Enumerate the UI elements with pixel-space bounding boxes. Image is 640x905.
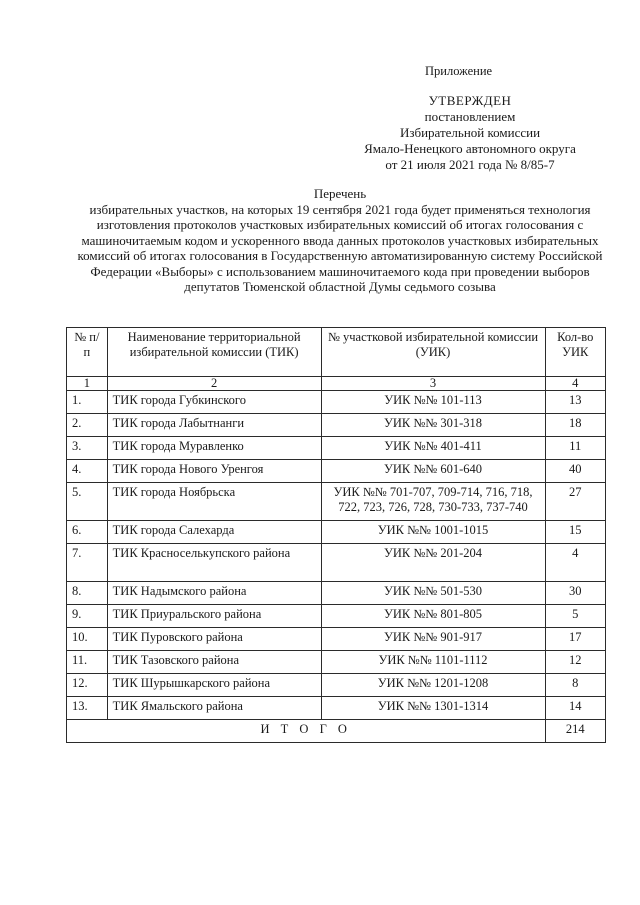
table-row (67, 582, 606, 605)
row-count: 40 (545, 460, 606, 483)
table-header-row (67, 328, 606, 377)
row-num: 6. (67, 521, 108, 544)
index-cell: 1 (67, 377, 108, 391)
row-uik: УИК №№ 701-707, 709-714, 716, 718, 722, 723, 726, 728, 730-733, 737-740 (321, 483, 545, 521)
row-tik: ТИК города Губкинского (107, 391, 321, 414)
table-row (67, 391, 606, 414)
row-num: 7. (67, 544, 108, 582)
header-tik: Наименование территориальной избирательной комиссии (ТИК) (107, 328, 321, 377)
row-tik: ТИК Надымского района (107, 582, 321, 605)
approval-line-4: от 21 июля 2021 года № 8/85-7 (385, 157, 555, 172)
approval-word: УТВЕРЖДЕН (428, 93, 512, 108)
row-count: 11 (545, 437, 606, 460)
row-uik: УИК №№ 301-318 (321, 414, 545, 437)
row-uik: УИК №№ 901-917 (321, 628, 545, 651)
row-count: 30 (545, 582, 606, 605)
row-count: 18 (545, 414, 606, 437)
row-num: 13. (67, 697, 108, 720)
row-num: 11. (67, 651, 108, 674)
table-index-row (67, 377, 606, 391)
row-count: 17 (545, 628, 606, 651)
row-num: 3. (67, 437, 108, 460)
row-tik: ТИК города Ноябрьска (107, 483, 321, 521)
row-tik: ТИК Шурышкарского района (107, 674, 321, 697)
row-tik: ТИК Красноселькупского района (107, 544, 321, 582)
table-row (67, 483, 606, 521)
total-value: 214 (545, 720, 606, 743)
header-num: № п/п (67, 328, 108, 377)
total-label: И Т О Г О (67, 720, 546, 743)
row-uik: УИК №№ 201-204 (321, 544, 545, 582)
table-row (67, 605, 606, 628)
row-tik: ТИК города Нового Уренгоя (107, 460, 321, 483)
approval-line-3: Ямало-Ненецкого автономного округа (364, 141, 576, 156)
table-row (67, 521, 606, 544)
row-tik: ТИК Ямальского района (107, 697, 321, 720)
approval-line-2: Избирательной комиссии (399, 125, 541, 140)
row-tik: ТИК Тазовского района (107, 651, 321, 674)
row-num: 8. (67, 582, 108, 605)
row-count: 13 (545, 391, 606, 414)
row-uik: УИК №№ 1001-1015 (321, 521, 545, 544)
row-tik: ТИК Пуровского района (107, 628, 321, 651)
row-tik: ТИК города Лабытнанги (107, 414, 321, 437)
row-uik: УИК №№ 601-640 (321, 460, 545, 483)
row-count: 14 (545, 697, 606, 720)
row-count: 15 (545, 521, 606, 544)
header-uik: № участковой избирательной комиссии (УИК) (321, 328, 545, 377)
row-count: 5 (545, 605, 606, 628)
row-count: 27 (545, 483, 606, 521)
table-row (67, 437, 606, 460)
uik-table (66, 327, 606, 743)
row-num: 1. (67, 391, 108, 414)
document-title (70, 186, 610, 295)
appendix-label: Приложение (425, 64, 493, 78)
row-uik: УИК №№ 1201-1208 (321, 674, 545, 697)
row-uik: УИК №№ 401-411 (321, 437, 545, 460)
table-total-row (67, 720, 606, 743)
header-count: Кол-во УИК (545, 328, 606, 377)
table-row (67, 674, 606, 697)
row-tik: ТИК Приуральского района (107, 605, 321, 628)
row-count: 8 (545, 674, 606, 697)
row-count: 4 (545, 544, 606, 582)
table-row (67, 697, 606, 720)
approval-block (340, 93, 600, 173)
title-heading: Перечень (313, 186, 367, 201)
row-uik: УИК №№ 1101-1112 (321, 651, 545, 674)
table-row (67, 628, 606, 651)
table-row (67, 544, 606, 582)
row-num: 5. (67, 483, 108, 521)
row-tik: ТИК города Салехарда (107, 521, 321, 544)
row-num: 2. (67, 414, 108, 437)
index-cell: 4 (545, 377, 606, 391)
row-num: 9. (67, 605, 108, 628)
title-body: избирательных участков, на которых 19 сентября 2021 года будет применяться технология изготовления протоколов участковых избирательных комиссий об итогах голосования с машиночитаемым кодом и ускоренного ввода данных протоколов участковых избирательных комиссий об итогах голосования в Государственную автоматизированную систему Российской Федерации «Выборы» с использованием машиночитаемого кода при проведении выборов депутатов Тюменской областной Думы седьмого созыва (77, 201, 603, 294)
row-num: 12. (67, 674, 108, 697)
row-uik: УИК №№ 501-530 (321, 582, 545, 605)
row-tik: ТИК города Муравленко (107, 437, 321, 460)
table-row (67, 414, 606, 437)
index-cell: 2 (107, 377, 321, 391)
row-num: 10. (67, 628, 108, 651)
table-row (67, 651, 606, 674)
approval-line-1: постановлением (424, 109, 516, 124)
index-cell: 3 (321, 377, 545, 391)
row-count: 12 (545, 651, 606, 674)
row-uik: УИК №№ 1301-1314 (321, 697, 545, 720)
row-num: 4. (67, 460, 108, 483)
row-uik: УИК №№ 801-805 (321, 605, 545, 628)
row-uik: УИК №№ 101-113 (321, 391, 545, 414)
table-row (67, 460, 606, 483)
